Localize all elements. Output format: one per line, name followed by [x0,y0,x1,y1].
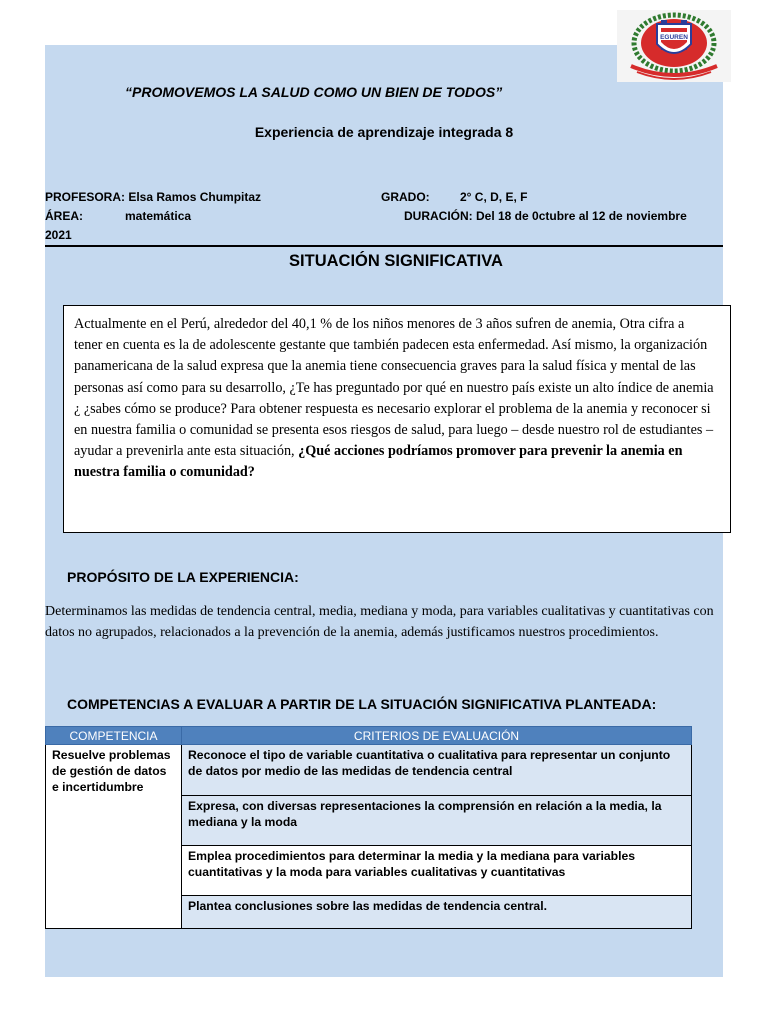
purpose-text: Determinamos las medidas de tendencia central, media, mediana y moda, para variables cualitativas y cuantitativas con datos no agrupados, relacionados a la prevención de la anemia, además justificamos nuestros procedimientos. [45,604,714,640]
header-divider [45,245,723,247]
purpose-title: PROPÓSITO DE LA EXPERIENCIA: [67,569,299,585]
situation-body: Actualmente en el Perú, alrededor del 40,1 % de los niños menores de 3 años sufren de anemia, Otra cifra a tener en cuenta es la de adolescente gestante que también padecen esta enfermedad. Así mismo, la organización panamericana de la salud expresa que la anemia tiene consecuencia graves para la salud física y mental de las personas así como para su desarrollo, ¿Te has preguntado por qué en nuestro país existe un alto índice de anemia ¿ ¿sabes cómo se produce? Para obtener respuesta es necesario explorar el problema de la anemia y reconocer si en nuestra familia o comunidad se presenta esos riesgos de salud, para luego – desde nuestro rol de estudiantes – ayudar a prevenirla ante esta situación, [74,316,714,460]
competencia-cell: Resuelve problemas de gestión de datos e incertidumbre [46,745,182,929]
competencies-title: COMPETENCIAS A EVALUAR A PARTIR DE LA SITUACIÓN SIGNIFICATIVA PLANTEADA: [67,696,657,712]
duration-label: DURACIÓN: Del 18 de 0ctubre al 12 de noviembre [404,209,687,223]
situation-box [63,305,731,533]
grade-value: 2° C, D, E, F [460,190,528,204]
table-row [46,745,692,796]
situation-title: SITUACIÓN SIGNIFICATIVA [289,252,503,270]
competencies-table [45,726,692,929]
school-logo [617,10,731,82]
area-value: matemática [125,209,192,223]
table-header-row [46,727,692,745]
situation-text [74,314,714,484]
teacher-label: PROFESORA: Elsa Ramos Chumpitaz [45,190,262,204]
area-label: ÁREA: [45,209,83,223]
logo-text: EGUREN [660,34,688,41]
school-crest-icon [617,10,731,82]
year-label: 2021 [45,228,72,242]
criterio-cell-3: Emplea procedimientos para determinar la media y la mediana para variables cuantitativas y la moda para variables cualitativas y cuantitativas [182,846,692,896]
header-competencia: COMPETENCIA [46,727,182,745]
situation-question: ¿Qué acciones podríamos promover para prevenir la anemia en nuestra familia o comunidad? [74,443,683,481]
motto-heading: “PROMOVEMOS LA SALUD COMO UN BIEN DE TODOS” [125,84,503,100]
criterio-cell-2: Expresa, con diversas representaciones la comprensión en relación a la media, la mediana y la moda [182,796,692,846]
criterio-cell-4: Plantea conclusiones sobre las medidas de tendencia central. [182,896,692,929]
header-criterios: CRITERIOS DE EVALUACIÓN [182,727,692,745]
grade-label: GRADO: [381,190,430,204]
experience-title: Experiencia de aprendizaje integrada 8 [254,124,514,140]
criterio-cell-1: Reconoce el tipo de variable cuantitativa o cualitativa para representar un conjunto de datos por medio de las medidas de tendencia central [182,745,692,796]
